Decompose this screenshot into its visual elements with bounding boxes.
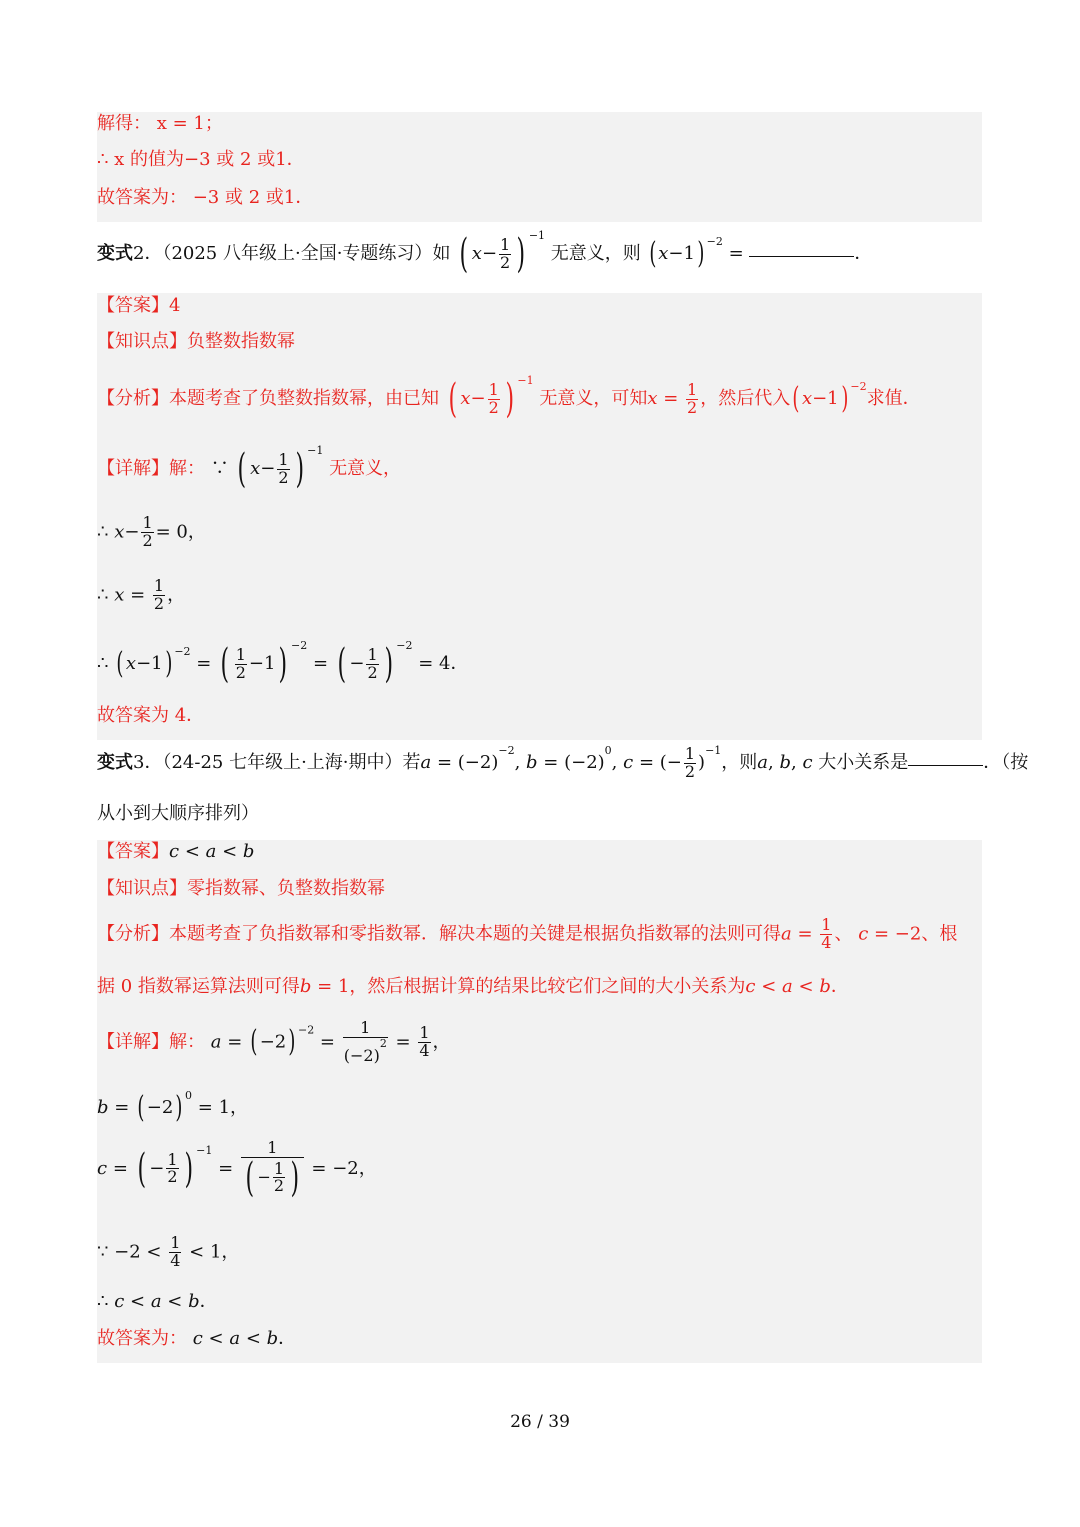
question-text: 如: [432, 243, 451, 264]
variant-number: 2．: [133, 243, 163, 264]
variant-label: 变式: [97, 243, 133, 264]
step-line: ∴ x = $\frac{1}{2}$ ，: [97, 576, 186, 613]
step-line: ∵ −2 < $\frac{1}{4}$ < 1，: [97, 1233, 240, 1270]
knowledge-text: 负整数指数幂: [187, 331, 295, 352]
variant-source: （24-25 七年级上·上海·期中）: [162, 752, 403, 773]
variant-label: 变式: [97, 752, 133, 773]
answer-line: 【答案】c < a < b: [97, 841, 255, 862]
answer-tag: 【答案】: [97, 295, 169, 316]
step-line: c = ( − $\frac{1}{2}$ ) $^{-1}$ = 1 ( − $\frac{1}{2}$ ) = −2，: [97, 1138, 377, 1201]
question-text: 无意义，则: [550, 243, 641, 264]
conclusion-line: ∴ x 的值为−3 或 2 或1．: [97, 149, 305, 170]
variant3-question: 变式3．（24-25 七年级上·上海·期中）若$a = (-2)^{-2}$, $b = (-2)^0$, c = (− $\frac{1}{2}$ )$^{-1}$，则a, b, c 大小关系是 ．（按: [97, 743, 1029, 781]
final-answer-line: 故答案为： c < a < b．: [97, 1328, 297, 1349]
step-line: ∴ x− $\frac{1}{2}$ = 0，: [97, 513, 206, 550]
step-line: b = ( −2) $^0$ = 1，: [97, 1089, 249, 1125]
answer-blank: [908, 764, 983, 766]
detail-line: 【详解】解： a = ( −2) $^{-2}$ = $\frac{1}{(-2)^2}$ = $\frac{1}{4}$ ，: [97, 1018, 451, 1065]
answer-line: [97, 297, 180, 315]
answer-value: 4: [169, 295, 181, 316]
variant-source: （2025 八年级上·全国·专题练习）: [162, 243, 433, 264]
detail-line: 【详解】解： ∵ ( x− $\frac{1}{2}$ ) $^{-1}$ 无意义，: [97, 444, 402, 492]
answer-blank: [749, 255, 854, 257]
knowledge-tag: 【知识点】: [97, 331, 187, 352]
final-answer-line: 故答案为 4．: [97, 705, 205, 726]
knowledge-line: 【知识点】零指数幂、负整数指数幂: [97, 878, 385, 899]
analysis-line: 据 0 指数幂运算法则可得b = 1，然后根据计算的结果比较它们之间的大小关系为c < a < b．: [97, 976, 849, 997]
variant3-question-cont: 从小到大顺序排列）: [97, 803, 259, 824]
analysis-line: 【分析】本题考查了负整数指数幂，由已知 ( x− $\frac{1}{2}$ ) $^{-1}$ 无意义，可知x = $\frac{1}{2}$ ，然后代入( x−1) $^{-2}$求值．: [97, 374, 921, 422]
page-number: 26 / 39: [510, 1412, 570, 1432]
answer-line: 故答案为： −3 或 2 或1．: [97, 187, 314, 208]
step-line: ∴ c < a < b．: [97, 1291, 218, 1312]
step-line: ∴ ( x−1) $^{-2}$ = ( $\frac{1}{2}$ −1) $^{-2}$ = ( − $\frac{1}{2}$ ) $^{-2}$ = 4．: [97, 639, 469, 687]
solve-line: 解得： x = 1；: [97, 113, 223, 134]
analysis-line: 【分析】本题考查了负指数幂和零指数幂．解决本题的关键是根据负指数幂的法则可得a = $\frac{1}{4}$ 、 c = −2、根: [97, 915, 958, 952]
variant-number: 3．: [133, 752, 163, 773]
variant2-question: 变式2．（2025 八年级上·全国·专题练习）如 ( x− $\frac{1}{2}$ ) $^{-1}$ 无意义，则 ( x−1) $^{-2}$ = ．: [97, 229, 873, 277]
knowledge-line: [97, 333, 295, 351]
